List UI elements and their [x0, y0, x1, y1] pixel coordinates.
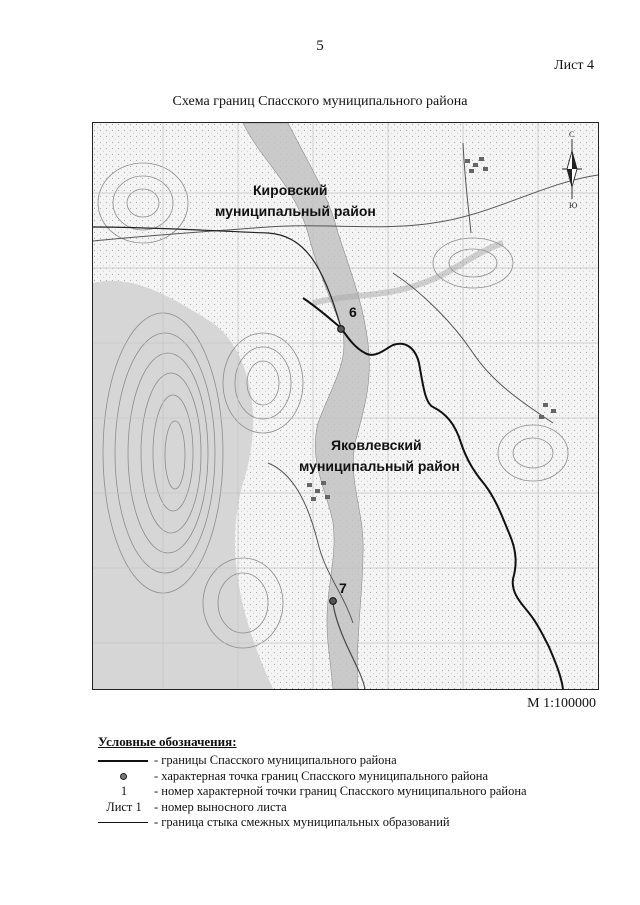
- junction-line-symbol: [98, 815, 150, 831]
- legend-text: - границы Спасского муниципального района: [154, 753, 397, 767]
- legend-text: - номер характерной точки границ Спасского муниципального района: [154, 784, 527, 798]
- compass-south: Ю: [569, 201, 578, 210]
- yakovlevsky-label-line2: муниципальный район: [299, 458, 460, 474]
- legend-text: - характерная точка границ Спасского муниципального района: [154, 768, 489, 783]
- legend-text: - номер выносного листа: [154, 799, 287, 814]
- page-number: 5: [316, 38, 324, 54]
- legend-item-boundary: [98, 753, 598, 769]
- map-scale: М 1:100000: [527, 696, 596, 711]
- point-label-7: 7: [339, 580, 347, 596]
- legend-item-point: [98, 769, 598, 785]
- kirovsky-label-line1: Кировский: [253, 182, 328, 198]
- legend: [98, 734, 598, 831]
- compass-north: С: [569, 130, 575, 139]
- sheet-label: Лист 4: [554, 58, 594, 73]
- point-number-symbol: 1: [120, 784, 128, 798]
- map-title: Схема границ Спасского муниципального района: [172, 94, 468, 109]
- point-symbol: [98, 769, 150, 785]
- legend-text: - граница стыка смежных муниципальных образований: [154, 815, 450, 829]
- kirovsky-label-line2: муниципальный район: [215, 203, 376, 219]
- sheet-number-symbol: Лист 1: [106, 799, 142, 814]
- yakovlevsky-label-line1: Яковлевский: [331, 437, 422, 453]
- boundary-line-symbol: [98, 753, 150, 769]
- topographic-map: [93, 123, 598, 689]
- legend-item-junction: [98, 815, 598, 831]
- boundary-point-7: [330, 598, 337, 605]
- legend-item-sheet: [98, 800, 598, 816]
- boundary-point-6: [338, 326, 345, 333]
- legend-title: Условные обозначения:: [98, 734, 237, 749]
- point-label-6: 6: [349, 304, 357, 320]
- legend-item-point-number: [98, 784, 598, 800]
- map-frame: [92, 122, 599, 690]
